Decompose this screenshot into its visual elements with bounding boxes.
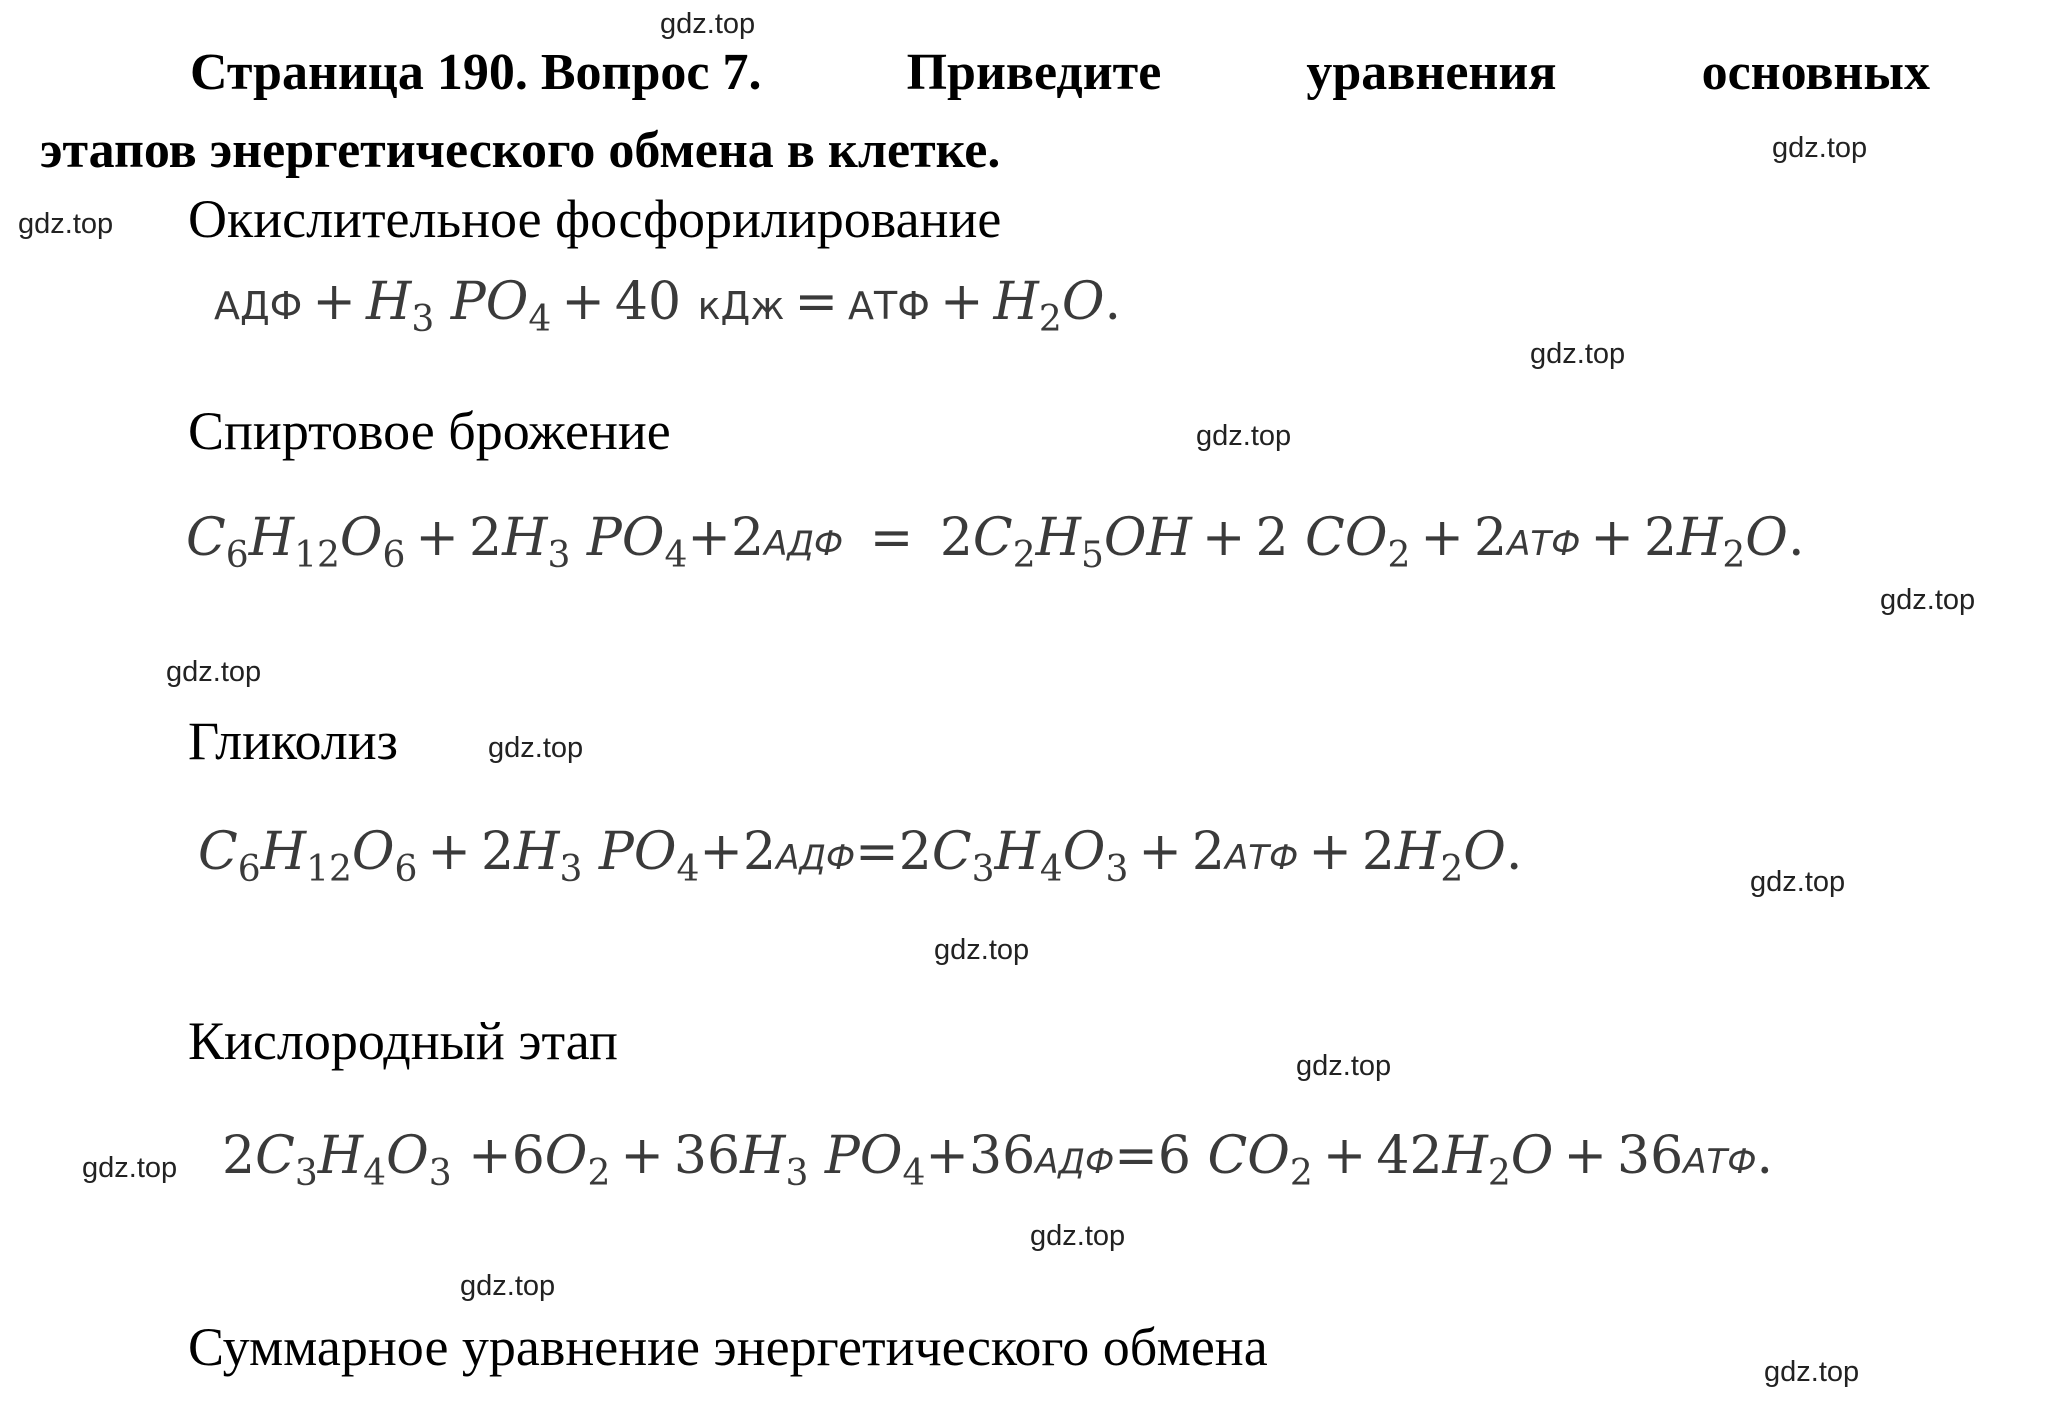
title-line-2: этапов энергетического обмена в клетке. — [40, 122, 1001, 179]
watermark: gdz.top — [660, 8, 756, 40]
watermark: gdz.top — [1750, 866, 1846, 898]
watermark: gdz.top — [18, 208, 114, 240]
page-title — [40, 34, 1940, 190]
equation-alcohol: $C_6H_{12}O_6 + 2H_3$ $PO_4+2АДФ = 2C_2H_5OH + 2$ $CO_2 + 2АТФ + 2H_2O$. — [186, 508, 1805, 576]
watermark: gdz.top — [1296, 1050, 1392, 1082]
adf-label: АДФ — [1035, 1142, 1115, 1182]
watermark: gdz.top — [1880, 584, 1976, 616]
watermark: gdz.top — [934, 934, 1030, 966]
watermark: gdz.top — [460, 1270, 556, 1302]
adf-label: АДФ — [764, 524, 844, 564]
watermark: gdz.top — [1530, 338, 1626, 370]
section-heading-oxidative: Окислительное фосфорилирование — [188, 189, 1002, 249]
atf-label: АТФ — [1225, 838, 1299, 878]
equation-glycolysis: $C_6H_{12}O_6 + 2H_3$ $PO_4+2АДФ=2C_3H_4O_3 + 2АТФ + 2H_2O$. — [198, 822, 1523, 890]
title-word: Приведите — [906, 44, 1162, 101]
watermark: gdz.top — [1772, 132, 1868, 164]
watermark: gdz.top — [166, 656, 262, 688]
atf-label: АТФ — [1507, 524, 1581, 564]
atf-label: АТФ — [848, 284, 930, 328]
watermark: gdz.top — [1764, 1356, 1860, 1388]
equation-oxygen: $2C_3H_4O_3 +6O_2 + 36H_3$ $PO_4+36АДФ=6$ $CO_2 + 42H_2O + 36АТФ$. — [222, 1126, 1774, 1194]
watermark: gdz.top — [1196, 420, 1292, 452]
section-heading-alcohol: Спиртовое брожение — [188, 401, 671, 461]
title-word: Страница 190. Вопрос 7. — [190, 44, 762, 101]
watermark: gdz.top — [82, 1152, 178, 1184]
equation-oxidative: АДФ + $H_3$ $PO_4 + 40$ кДж = АТФ + $H_2O$. — [214, 272, 1121, 340]
adf-label: АДФ — [214, 284, 303, 328]
watermark: gdz.top — [1030, 1220, 1126, 1252]
kj-label: кДж — [697, 284, 785, 328]
section-heading-glycolysis: Гликолиз — [188, 711, 398, 771]
adf-label: АДФ — [776, 838, 856, 878]
title-line-1 — [190, 34, 1930, 112]
watermark: gdz.top — [488, 732, 584, 764]
title-word: уравнения — [1306, 44, 1557, 101]
section-heading-oxygen: Кислородный этап — [188, 1011, 618, 1071]
section-heading-summary: Суммарное уравнение энергетического обмена — [188, 1317, 1268, 1377]
atf-label: АТФ — [1683, 1142, 1757, 1182]
title-word: основных — [1701, 44, 1930, 101]
